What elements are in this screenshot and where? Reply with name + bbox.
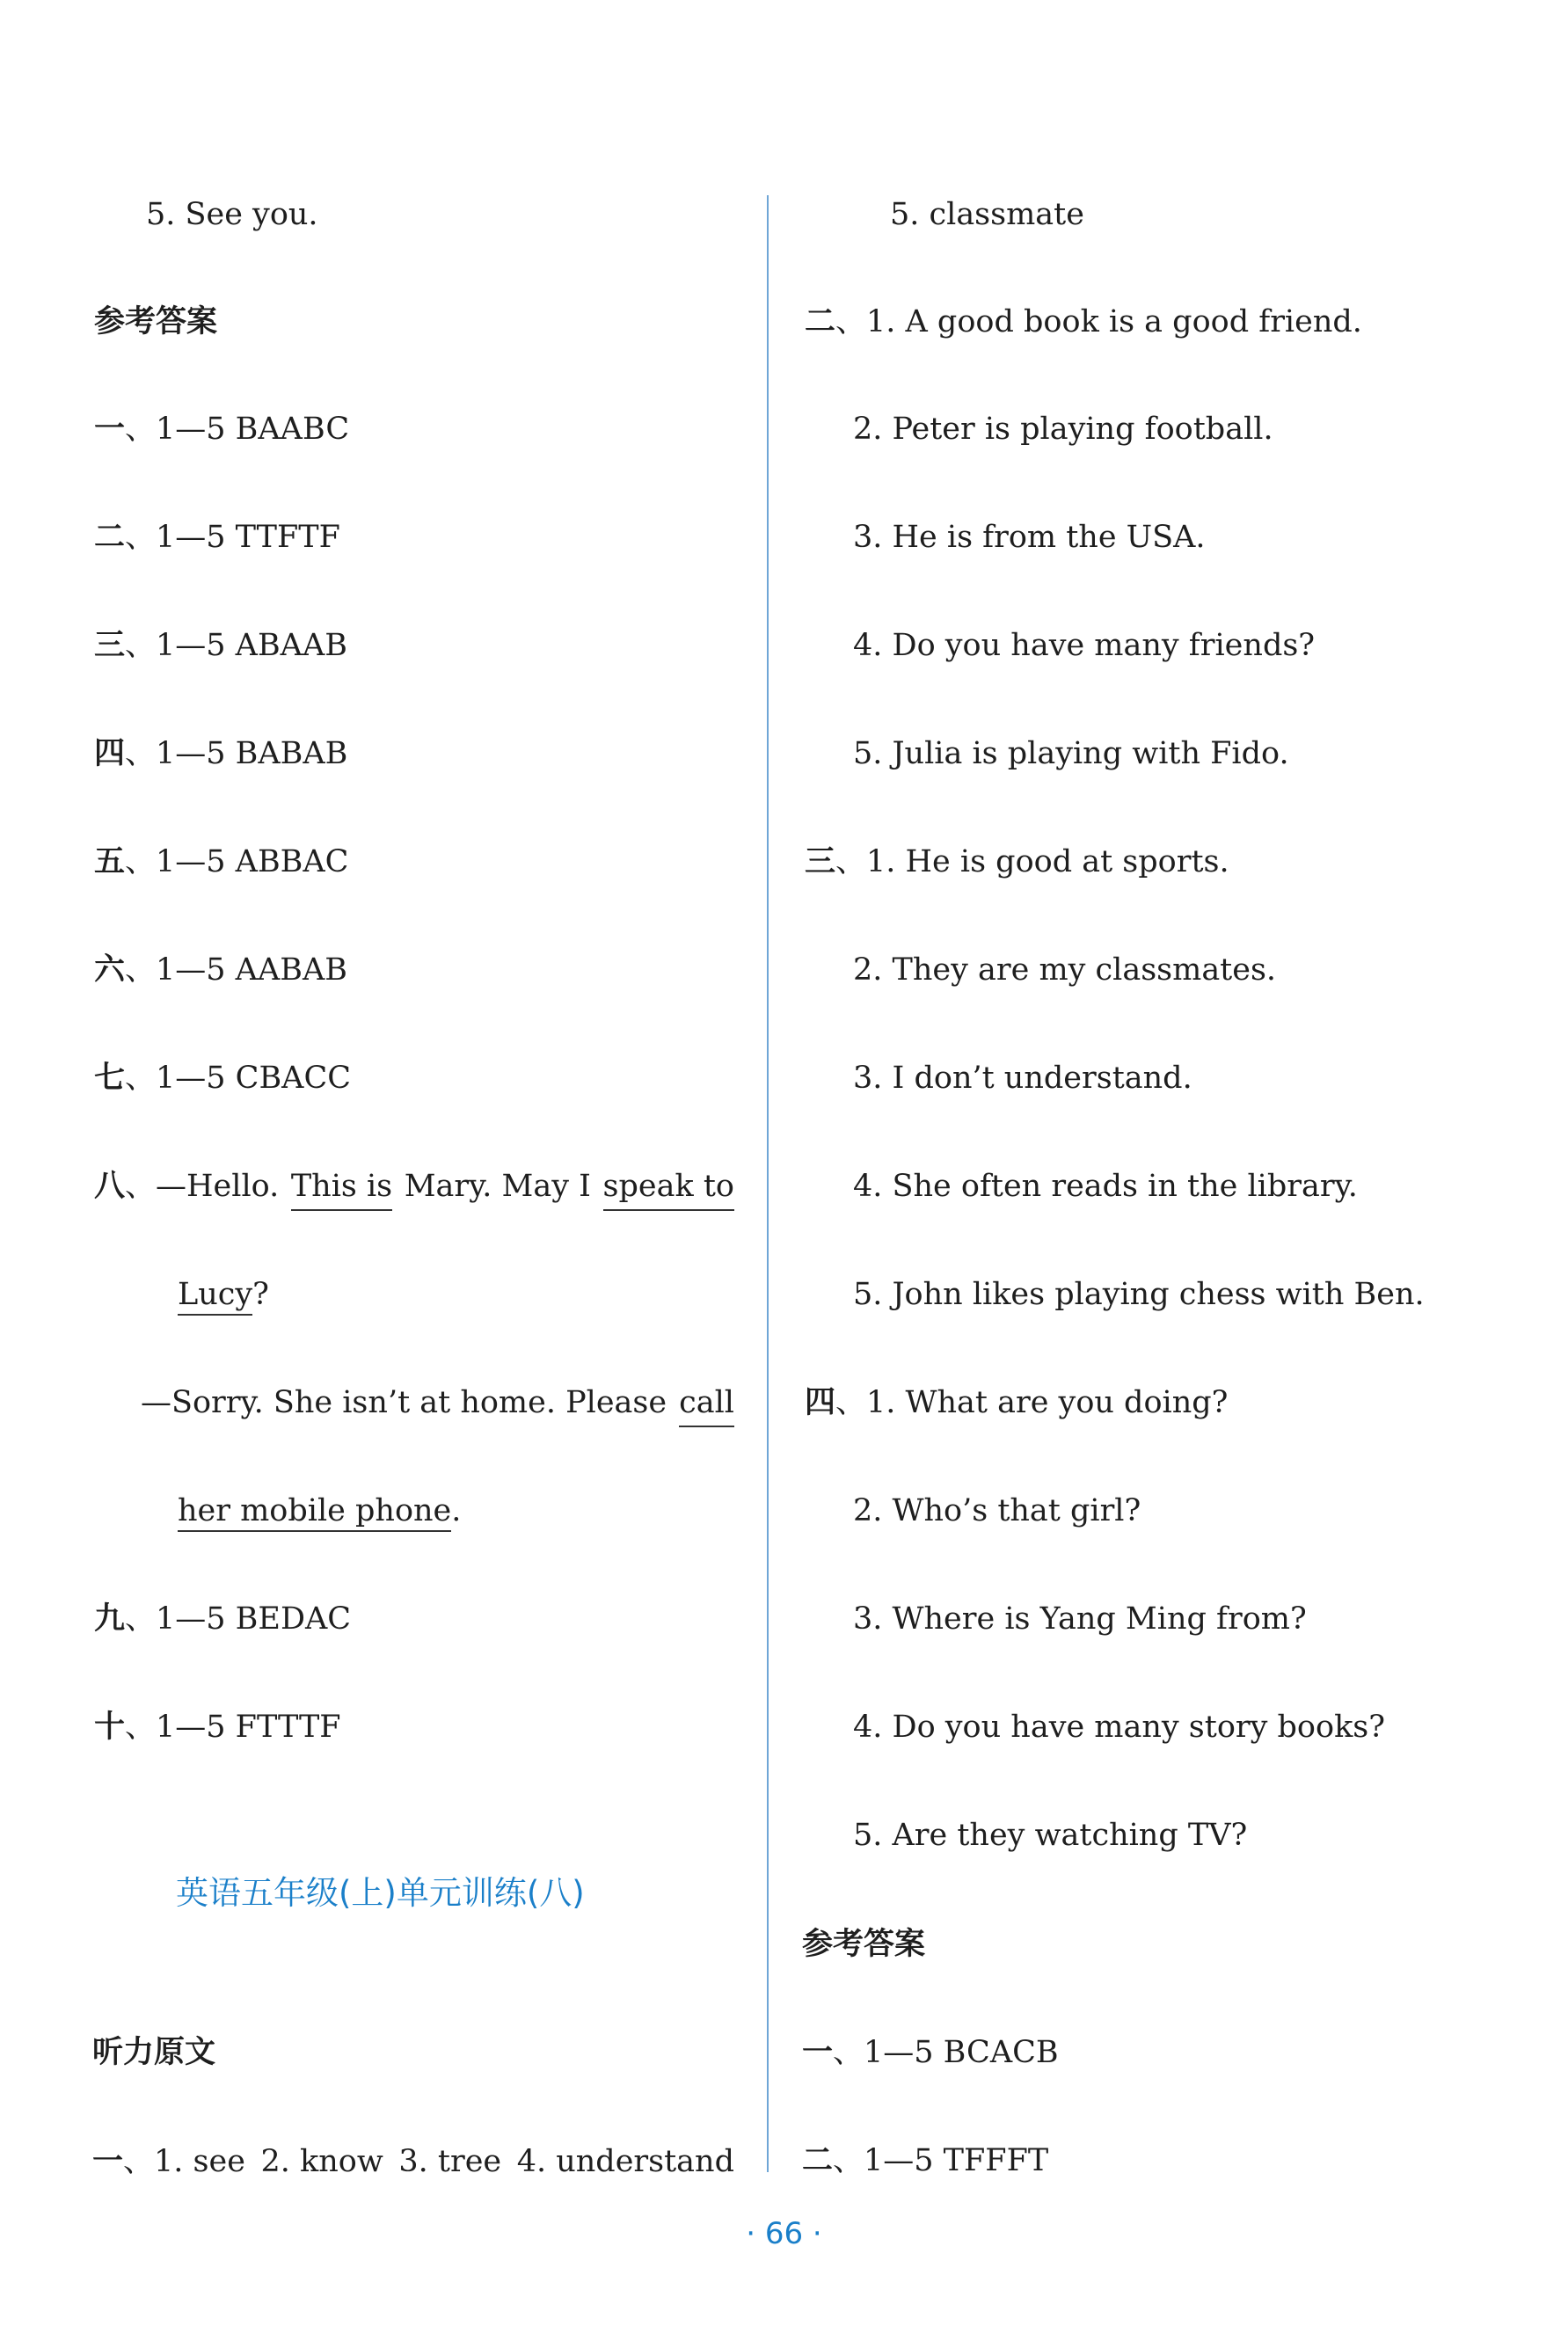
answer-line: 一、1—5 BAABC <box>94 412 350 447</box>
section-number: 三 <box>805 844 836 879</box>
answer-line: 三、1—5 ABAAB <box>94 628 347 663</box>
answer-line: 二、1—5 TTFTF <box>94 520 340 555</box>
answer-line: 九、1—5 BEDAC <box>94 1601 352 1637</box>
listening-line-see-you: 5. See you. <box>146 197 318 232</box>
dialog-line-3: —Sorry. She isn’t at home. Please call <box>141 1382 734 1427</box>
page-number: · 66 · <box>746 2216 822 2251</box>
section-number: 一 <box>802 2035 834 2070</box>
section-number: 五 <box>94 844 126 879</box>
sentence-line: 2. Who’s that girl? <box>853 1493 1141 1528</box>
answer-line: 十、1—5 FTTTF <box>94 1710 341 1745</box>
section-number: 九 <box>94 1601 126 1637</box>
section-number: 四 <box>805 1385 836 1420</box>
sentence-line: 3. I don’t understand. <box>853 1061 1192 1096</box>
blank-answer: speak to <box>603 1165 734 1211</box>
sentence-line: 2. Peter is playing football. <box>853 412 1273 447</box>
answer-line: 七、1—5 CBACC <box>94 1061 352 1096</box>
blank-answer: This is <box>291 1165 392 1211</box>
sentence-line: 3. Where is Yang Ming from? <box>853 1601 1307 1637</box>
listening-line-classmate: 5. classmate <box>890 197 1084 232</box>
sentence-line: 2. They are my classmates. <box>853 952 1277 988</box>
sentence-line: 4. Do you have many story books? <box>853 1710 1386 1745</box>
column-divider <box>767 195 769 2172</box>
sentence-line: 5. Julia is playing with Fido. <box>853 736 1289 771</box>
listening-heading: 听力原文 <box>92 2035 216 2070</box>
unit-title: 英语五年级(上)单元训练(八) <box>176 1874 585 1912</box>
section-number: 四 <box>94 736 126 771</box>
sentence-line: 四、1. What are you doing? <box>805 1385 1229 1420</box>
section-number: 一 <box>92 2144 124 2179</box>
section-number: 二 <box>805 304 836 339</box>
answer-line: 一、1—5 BCACB <box>802 2035 1059 2070</box>
answer-line: 六、1—5 AABAB <box>94 952 347 988</box>
sentence-line: 二、1. A good book is a good friend. <box>805 304 1362 339</box>
sentence-line: 5. John likes playing chess with Ben. <box>853 1277 1425 1312</box>
dialog-line-1: 八、—Hello. This is Mary. May I speak to <box>94 1165 734 1211</box>
sentence-line: 5. Are they watching TV? <box>853 1818 1248 1853</box>
sentence-line: 3. He is from the USA. <box>853 520 1206 555</box>
section-number: 二 <box>802 2143 834 2178</box>
dialog-line-4: her mobile phone. <box>178 1490 461 1532</box>
section-number: 二 <box>94 520 126 555</box>
section-number: 十 <box>94 1710 126 1745</box>
blank-answer: her mobile phone <box>178 1493 451 1532</box>
sentence-line: 4. Do you have many friends? <box>853 628 1316 663</box>
section-number: 三 <box>94 628 126 663</box>
listening-words-line: 一、1. see 2. know 3. tree 4. understand <box>92 2144 734 2179</box>
sentence-line: 三、1. He is good at sports. <box>805 844 1229 879</box>
section-number: 七 <box>94 1061 126 1096</box>
section-number: 一 <box>94 412 126 447</box>
answers-heading-right: 参考答案 <box>802 1927 926 1962</box>
answer-line: 二、1—5 TFFFT <box>802 2143 1049 2178</box>
answers-heading-left: 参考答案 <box>94 304 218 339</box>
section-number: 六 <box>94 952 126 988</box>
sentence-line: 4. She often reads in the library. <box>853 1169 1358 1204</box>
section-number: 八 <box>94 1169 126 1204</box>
answer-line: 五、1—5 ABBAC <box>94 844 349 879</box>
blank-answer: Lucy <box>178 1277 252 1316</box>
answer-line: 四、1—5 BABAB <box>94 736 348 771</box>
blank-answer: call <box>679 1382 734 1427</box>
dialog-line-2: Lucy? <box>178 1273 269 1316</box>
